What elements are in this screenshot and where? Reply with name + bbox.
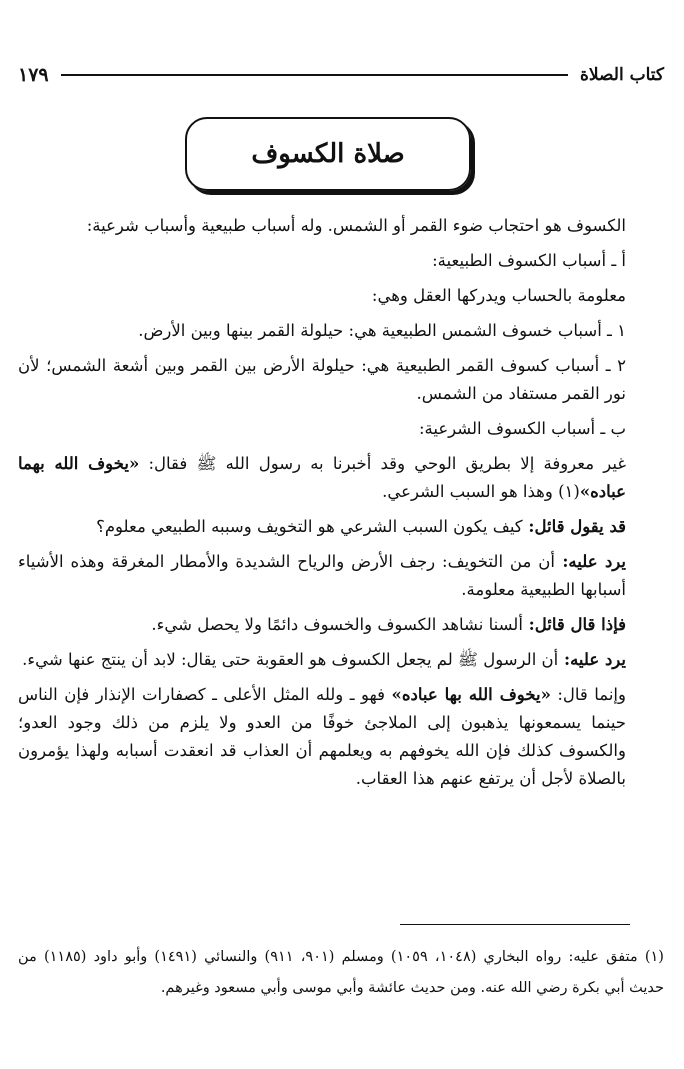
second-reply-text: أن الرسول ﷺ لم يجعل الكسوف هو العقوبة حتى يقال: لابد أن ينتج عنها شيء. bbox=[22, 650, 559, 669]
section-heading-legal: ب ـ أسباب الكسوف الشرعية: bbox=[418, 419, 626, 438]
conclusion-paragraph bbox=[18, 681, 664, 793]
reply-paragraph bbox=[18, 548, 664, 604]
hadith-quote: «يخوف الله بهما عباده» bbox=[18, 454, 626, 501]
header-rule bbox=[61, 74, 568, 76]
footnote-text: (١) متفق عليه: رواه البخاري (١٠٤٨، ١٠٥٩) ومسلم (٩٠١، ٩١١) والنسائي (١٤٩١) وأبو داود (١١٨٥) من حديث أبي بكرة رضي الله عنه. ومن حديث عائشة وأبي موسى وأبي مسعود وغيرهم. bbox=[18, 949, 664, 996]
natural-cause-1: ١ ـ أسباب خسوف الشمس الطبيعية هي: حيلولة القمر بينها وبين الأرض. bbox=[138, 321, 626, 340]
conclusion-text: فهو ـ ولله المثل الأعلى ـ كصفارات الإنذار فإن الناس حينما يسمعونها يذهبون إلى الملاجئ خوفًا من العدو ولا يلزم من ذلك وجود العدو؛ والكسوف كذلك فإن الله يخوفهم به ويعلمهم أن العذاب قد انعقدت أسبابه ولهذا يؤمرون بالصلاة لأجل أن يرتفع عنهم هذا العقاب. bbox=[18, 685, 626, 788]
footnote-divider bbox=[400, 924, 630, 925]
running-header bbox=[18, 62, 664, 88]
natural-cause-2: ٢ ـ أسباب كسوف القمر الطبيعية هي: حيلولة الأرض بين القمر وبين أشعة الشمس؛ لأن نور القمر مستفاد من الشمس. bbox=[18, 356, 627, 403]
objection-text: كيف يكون السبب الشرعي هو التخويف وسببه الطبيعي معلوم؟ bbox=[96, 517, 523, 536]
body-text bbox=[18, 212, 664, 800]
objection-lead: قد يقول قائل: bbox=[522, 517, 626, 536]
legal-causes-text: غير معروفة إلا بطريق الوحي وقد أخبرنا به رسول الله ﷺ فقال: bbox=[139, 454, 626, 473]
footnote bbox=[18, 942, 664, 1004]
natural-causes-intro: معلومة بالحساب ويدركها العقل وهي: bbox=[371, 286, 626, 305]
section-heading-natural: أ ـ أسباب الكسوف الطبيعية: bbox=[432, 251, 626, 270]
second-reply-paragraph bbox=[18, 646, 664, 674]
conclusion-lead: وإنما قال: bbox=[550, 685, 626, 704]
legal-causes-paragraph bbox=[18, 450, 664, 506]
chapter-title-frame bbox=[185, 117, 471, 191]
objection-paragraph bbox=[18, 513, 664, 541]
second-objection-text: ألسنا نشاهد الكسوف والخسوف دائمًا ولا يحصل شيء. bbox=[151, 615, 523, 634]
page-number: ١٧٩ bbox=[18, 64, 49, 86]
reply-text: أن من التخويف: رجف الأرض والرياح الشديدة والأمطار المغرقة وهذه الأشياء أسبابها الطبيعية معلومة. bbox=[18, 552, 626, 599]
chapter-title: صلاة الكسوف bbox=[251, 139, 405, 169]
second-objection-paragraph bbox=[18, 611, 664, 639]
second-objection-lead: فإذا قال قائل: bbox=[522, 615, 626, 634]
book-title: كتاب الصلاة bbox=[579, 65, 664, 85]
second-reply-lead: يرد عليه: bbox=[558, 650, 626, 669]
intro-paragraph: الكسوف هو احتجاب ضوء القمر أو الشمس. وله أسباب طبيعية وأسباب شرعية: bbox=[86, 216, 626, 235]
legal-causes-text-end: (١) وهذا هو السبب الشرعي. bbox=[382, 482, 580, 501]
conclusion-hadith-quote: «يخوف الله بها عباده» bbox=[391, 685, 551, 704]
reply-lead: يرد عليه: bbox=[554, 552, 627, 571]
